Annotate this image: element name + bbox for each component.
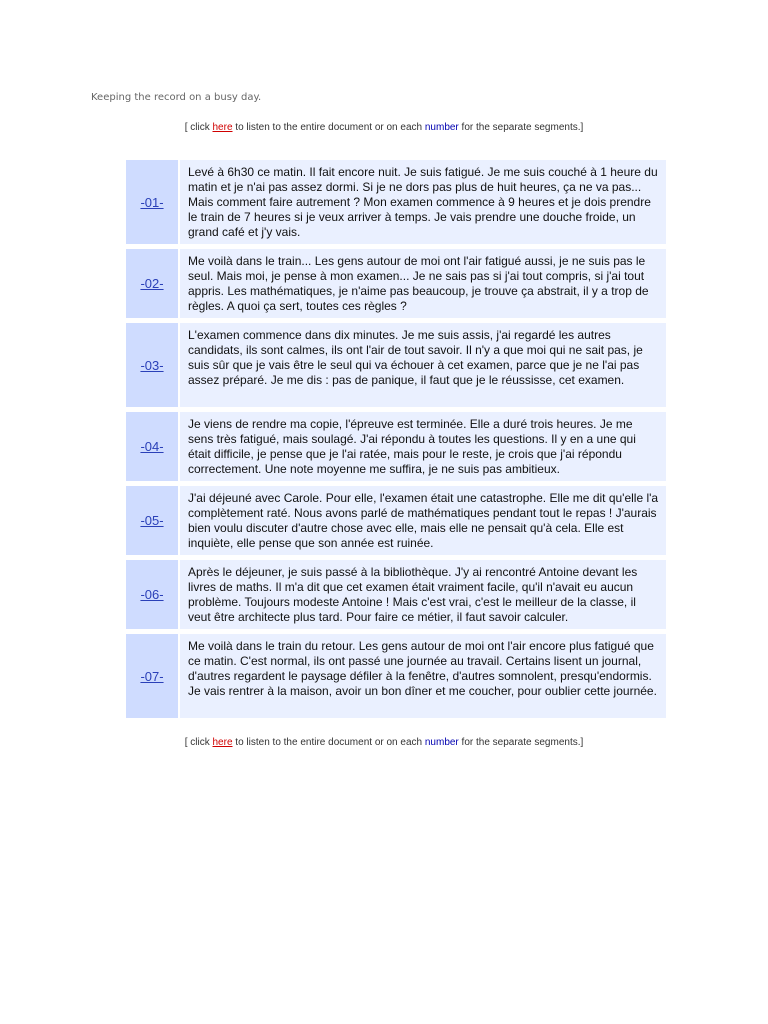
segment-07-text: Me voilà dans le train du retour. Les gens autour de moi ont l'air encore plus fatigué que ce matin. C'est normal, ils ont passé une journée au travail. Certains lisent un journal, d'autres regardent le paysage défiler à la fenêtre, d'autres somnolent, presqu'endormis. Je vais rentrer à la maison, avoir un bon dîner et me coucher, pour oublier cette journée. — [180, 634, 666, 718]
segment-row-01 — [126, 160, 666, 244]
segment-row-03 — [126, 323, 666, 407]
segment-04-text: Je viens de rendre ma copie, l'épreuve est terminée. Elle a duré trois heures. Je me sens très fatigué, mais soulagé. J'ai répondu à toutes les questions. Il y en a une qui était difficile, je pense que je l'ai ratée, mais pour le reste, je crois que j'ai répondu correctement. Une note moyenne me suffira, je ne suis pas ambitieux. — [180, 412, 666, 481]
segments-table — [124, 155, 668, 723]
number-link[interactable]: number — [424, 122, 459, 133]
instructions-open: [ click — [184, 122, 213, 133]
segment-row-05 — [126, 486, 666, 555]
listen-instructions-top — [0, 122, 768, 133]
listen-all-link[interactable]: here — [212, 122, 233, 133]
listen-all-link[interactable]: here — [212, 737, 233, 748]
segment-06-link[interactable]: -06- — [140, 587, 164, 602]
segment-row-02 — [126, 249, 666, 318]
segment-02-text: Me voilà dans le train... Les gens autour de moi ont l'air fatigué aussi, je ne suis pas le seul. Mais moi, je pense à mon examen... Je ne sais pas si j'ai tout compris, si j'ai tout appris. Les mathématiques, je n'aime pas beaucoup, je trouve ça abstrait, il y a trop de règles. A quoi ça sert, toutes ces règles ? — [180, 249, 666, 318]
segment-01-link[interactable]: -01- — [140, 194, 164, 210]
segment-row-06 — [126, 560, 666, 629]
segment-03-text: L'examen commence dans dix minutes. Je me suis assis, j'ai regardé les autres candidats, ils sont calmes, ils ont l'air de tout savoir. Il n'y a que moi qui ne sait pas, je suis sûr que je vais être le seul qui va échouer à cet examen, parce que je ne l'ai pas assez préparé. Je me dis : pas de panique, il faut que je le réussisse, cet examen. — [180, 323, 666, 407]
segment-07-link[interactable]: -07- — [140, 668, 164, 684]
segment-row-04 — [126, 412, 666, 481]
instructions-close: for the separate segments.] — [458, 122, 584, 133]
page-title: Keeping the record on a busy day. — [91, 92, 262, 103]
segment-05-link[interactable]: -05- — [140, 513, 164, 528]
segment-05-text: J'ai déjeuné avec Carole. Pour elle, l'examen était une catastrophe. Elle me dit qu'elle l'a complètement raté. Nous avons parlé de mathématiques pendant tout le repas ! J'aurais bien voulu discuter d'autre chose avec elle, mais elle ne pensait qu'à cela. Elle est inquiète, elle pense que son année est ruinée. — [180, 486, 666, 555]
segment-06-text: Après le déjeuner, je suis passé à la bibliothèque. J'y ai rencontré Antoine devant les livres de maths. Il m'a dit que cet examen était vraiment facile, qu'il n'avait eu aucun problème. Toujours modeste Antoine ! Mais c'est vrai, c'est le meilleur de la classe, il veut être architecte plus tard. Pour faire ce métier, il faut savoir calculer. — [180, 560, 666, 629]
segment-03-link[interactable]: -03- — [140, 357, 164, 373]
segment-02-link[interactable]: -02- — [140, 276, 164, 291]
segment-01-text: Levé à 6h30 ce matin. Il fait encore nuit. Je suis fatigué. Je me suis couché à 1 heure du matin et je n'ai pas assez dormi. Si je ne dors pas plus de huit heures, ça ne va pas... Mais comment faire autrement ? Mon examen commence à 9 heures et je dois prendre le train de 7 heures si je veux arriver à temps. Je vais prendre une douche froide, un grand café et j'y vais. — [180, 160, 666, 244]
number-link[interactable]: number — [424, 737, 459, 748]
instructions-close: for the separate segments.] — [458, 737, 584, 748]
instructions-middle: to listen to the entire document or on each — [232, 737, 425, 748]
listen-instructions-bottom — [0, 737, 768, 748]
segment-04-link[interactable]: -04- — [140, 439, 164, 454]
segment-row-07 — [126, 634, 666, 718]
instructions-open: [ click — [184, 737, 213, 748]
instructions-middle: to listen to the entire document or on each — [232, 122, 425, 133]
